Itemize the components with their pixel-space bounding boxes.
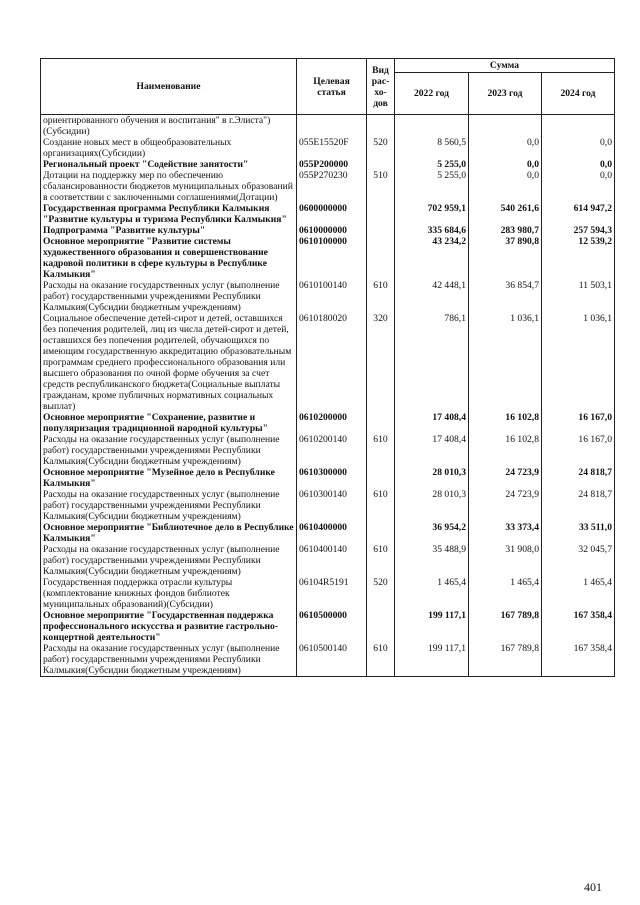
row-value-2024: 1 036,1 [542, 313, 615, 412]
row-name: Расходы на оказание государственных услуг (выполнение работ) государственными учреждениями Республики Калмыкия(Субсидии бюджетным учреждениям) [41, 643, 297, 677]
table-row [41, 115, 615, 138]
table-row [41, 159, 615, 170]
row-value-2022: 335 684,6 [395, 225, 469, 236]
row-value-2024: 16 167,0 [542, 412, 615, 434]
table-row [41, 203, 615, 225]
row-name: Государственная программа Республики Калмыкия "Развитие культуры и туризма Республики Калмыкия" [41, 203, 297, 225]
table-row [41, 412, 615, 434]
row-target-code: 06104R5191 [297, 577, 367, 610]
row-name: Создание новых мест в общеобразовательных организациях(Субсидии) [41, 137, 297, 159]
row-expense-type [367, 467, 395, 489]
table-row [41, 489, 615, 522]
row-value-2023: 1 036,1 [469, 313, 542, 412]
row-expense-type: 320 [367, 313, 395, 412]
row-name: Основное мероприятие "Государственная поддержка профессионального искусства и развитие гастрольно-концертной деятельности" [41, 610, 297, 643]
row-value-2023: 0,0 [469, 137, 542, 159]
row-value-2024: 16 167,0 [542, 434, 615, 467]
row-value-2024: 11 503,1 [542, 280, 615, 313]
row-expense-type [367, 236, 395, 280]
row-value-2022: 42 448,1 [395, 280, 469, 313]
row-value-2023: 0,0 [469, 159, 542, 170]
row-name: ориентированного обучения и воспитания" в г.Элиста")(Субсидии) [41, 115, 297, 138]
row-target-code: 0610400000 [297, 522, 367, 544]
row-value-2024: 24 818,7 [542, 489, 615, 522]
row-expense-type: 520 [367, 137, 395, 159]
header-year-2023: 2023 год [469, 73, 542, 115]
header-sum: Сумма [395, 59, 615, 73]
row-target-code: 055E15520F [297, 137, 367, 159]
row-value-2023: 31 908,0 [469, 544, 542, 577]
row-value-2023: 540 261,6 [469, 203, 542, 225]
row-name: Дотации на поддержку мер по обеспечению сбалансированности бюджетов муниципальных образований в соответствии с заключенными соглашениями(Дотации) [41, 170, 297, 203]
table-row [41, 434, 615, 467]
row-target-code: 0610200140 [297, 434, 367, 467]
row-value-2022: 36 954,2 [395, 522, 469, 544]
row-value-2023: 37 890,8 [469, 236, 542, 280]
header-year-2024: 2024 год [542, 73, 615, 115]
row-name: Региональный проект "Содействие занятости" [41, 159, 297, 170]
row-expense-type [367, 115, 395, 138]
row-value-2024: 0,0 [542, 170, 615, 203]
row-value-2022: 35 488,9 [395, 544, 469, 577]
table-row [41, 280, 615, 313]
row-value-2023: 16 102,8 [469, 412, 542, 434]
row-value-2022: 8 560,5 [395, 137, 469, 159]
row-expense-type: 610 [367, 643, 395, 677]
table-row [41, 577, 615, 610]
row-name: Государственная поддержка отрасли культуры (комплектование книжных фондов библиотек муниципальных образований)(Субсидии) [41, 577, 297, 610]
row-expense-type [367, 159, 395, 170]
row-value-2022 [395, 115, 469, 138]
row-value-2022: 17 408,4 [395, 434, 469, 467]
row-target-code: 0610000000 [297, 225, 367, 236]
table-row [41, 522, 615, 544]
table-row [41, 544, 615, 577]
row-value-2022: 199 117,1 [395, 643, 469, 677]
row-value-2024: 257 594,3 [542, 225, 615, 236]
row-value-2024: 32 045,7 [542, 544, 615, 577]
row-value-2023: 167 789,8 [469, 643, 542, 677]
row-expense-type [367, 610, 395, 643]
row-expense-type: 510 [367, 170, 395, 203]
row-expense-type: 610 [367, 280, 395, 313]
row-value-2023: 167 789,8 [469, 610, 542, 643]
table-row [41, 225, 615, 236]
row-value-2024: 167 358,4 [542, 643, 615, 677]
table-row [41, 236, 615, 280]
row-value-2023: 24 723,9 [469, 467, 542, 489]
row-name: Основное мероприятие "Библиотечное дело в Республике Калмыкия" [41, 522, 297, 544]
row-name: Расходы на оказание государственных услуг (выполнение работ) государственными учреждениями Республики Калмыкия(Субсидии бюджетным учреждениям) [41, 544, 297, 577]
header-expense-type: Вид рас- хо- дов [367, 59, 395, 115]
row-value-2024: 12 539,2 [542, 236, 615, 280]
row-value-2023: 283 980,7 [469, 225, 542, 236]
budget-table [40, 58, 615, 677]
row-value-2022: 17 408,4 [395, 412, 469, 434]
row-value-2022: 1 465,4 [395, 577, 469, 610]
page-number: 401 [584, 880, 602, 894]
row-value-2024: 0,0 [542, 159, 615, 170]
header-name: Наименование [41, 59, 297, 115]
table-row [41, 137, 615, 159]
row-value-2023: 36 854,7 [469, 280, 542, 313]
row-value-2023: 1 465,4 [469, 577, 542, 610]
row-target-code: 055P200000 [297, 159, 367, 170]
row-name: Расходы на оказание государственных услуг (выполнение работ) государственными учреждениями Республики Калмыкия(Субсидии бюджетным учреждениям) [41, 434, 297, 467]
row-value-2023 [469, 115, 542, 138]
row-value-2024: 614 947,2 [542, 203, 615, 225]
row-target-code: 0610500140 [297, 643, 367, 677]
table-row [41, 610, 615, 643]
row-name: Основное мероприятие "Сохранение, развитие и популяризация традиционной народной культуры" [41, 412, 297, 434]
row-value-2023: 33 373,4 [469, 522, 542, 544]
row-value-2022: 702 959,1 [395, 203, 469, 225]
table-row [41, 170, 615, 203]
row-value-2022: 43 234,2 [395, 236, 469, 280]
row-target-code: 0610300000 [297, 467, 367, 489]
row-target-code: 0610300140 [297, 489, 367, 522]
row-target-code: 055P270230 [297, 170, 367, 203]
table-row [41, 467, 615, 489]
row-expense-type [367, 203, 395, 225]
row-expense-type: 610 [367, 544, 395, 577]
row-value-2023: 24 723,9 [469, 489, 542, 522]
row-value-2024: 1 465,4 [542, 577, 615, 610]
row-value-2024: 0,0 [542, 137, 615, 159]
row-name: Социальное обеспечение детей-сирот и детей, оставшихся без попечения родителей, лиц из числа детей-сирот и детей, оставшихся без попечения родителей, обучающихся по имеющим государственную аккредитацию образовательным программам среднего профессионального образования или высшего образования по очной форме обучения за счет средств республиканского бюджета(Социальные выплаты гражданам, кроме публичных нормативных социальных выплат) [41, 313, 297, 412]
row-name: Подпрограмма "Развитие культуры" [41, 225, 297, 236]
row-target-code [297, 115, 367, 138]
row-expense-type: 520 [367, 577, 395, 610]
row-target-code: 0610180020 [297, 313, 367, 412]
row-target-code: 0610200000 [297, 412, 367, 434]
row-name: Основное мероприятие "Музейное дело в Республике Калмыкия" [41, 467, 297, 489]
row-value-2022: 199 117,1 [395, 610, 469, 643]
header-year-2022: 2022 год [395, 73, 469, 115]
table-row [41, 643, 615, 677]
table-body [41, 115, 615, 677]
header-target: Целевая статья [297, 59, 367, 115]
row-target-code: 0600000000 [297, 203, 367, 225]
row-name: Расходы на оказание государственных услуг (выполнение работ) государственными учреждениями Республики Калмыкия(Субсидии бюджетным учреждениям) [41, 280, 297, 313]
row-value-2022: 786,1 [395, 313, 469, 412]
row-value-2022: 5 255,0 [395, 170, 469, 203]
row-target-code: 0610100000 [297, 236, 367, 280]
row-value-2023: 0,0 [469, 170, 542, 203]
row-expense-type [367, 225, 395, 236]
row-value-2022: 5 255,0 [395, 159, 469, 170]
row-value-2022: 28 010,3 [395, 467, 469, 489]
row-name: Основное мероприятие "Развитие системы художественного образования и совершенствование кадровой политики в сфере культуры в Республике Калмыкия" [41, 236, 297, 280]
row-expense-type: 610 [367, 434, 395, 467]
row-expense-type [367, 522, 395, 544]
row-expense-type: 610 [367, 489, 395, 522]
table-row [41, 313, 615, 412]
row-value-2024 [542, 115, 615, 138]
row-expense-type [367, 412, 395, 434]
row-value-2024: 24 818,7 [542, 467, 615, 489]
row-value-2024: 167 358,4 [542, 610, 615, 643]
row-target-code: 0610500000 [297, 610, 367, 643]
row-value-2024: 33 511,0 [542, 522, 615, 544]
row-target-code: 0610400140 [297, 544, 367, 577]
row-value-2022: 28 010,3 [395, 489, 469, 522]
row-target-code: 0610100140 [297, 280, 367, 313]
row-value-2023: 16 102,8 [469, 434, 542, 467]
row-name: Расходы на оказание государственных услуг (выполнение работ) государственными учреждениями Республики Калмыкия(Субсидии бюджетным учреждениям) [41, 489, 297, 522]
